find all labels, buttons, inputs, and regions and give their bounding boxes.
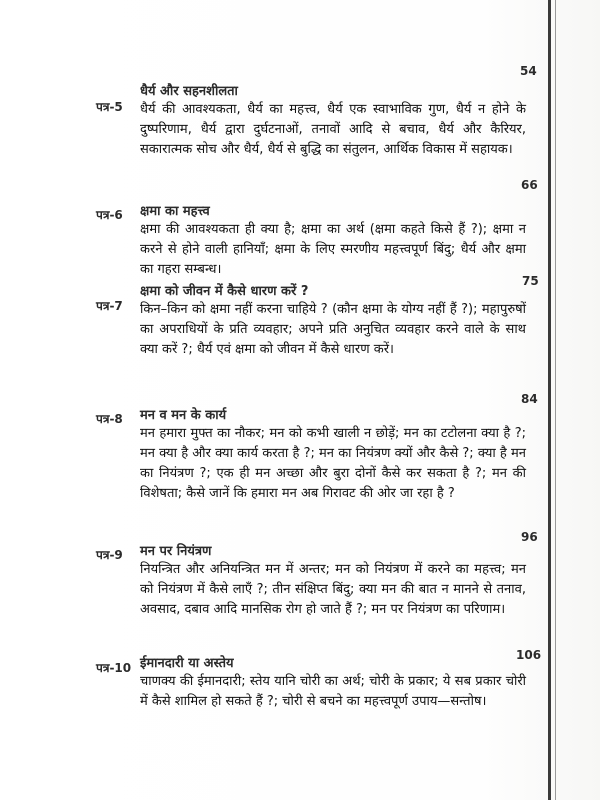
letter-number: पत्र-5: [96, 100, 123, 114]
page-number: 106: [516, 648, 542, 662]
entry-description: मन हमारा मुफ्त का नौकर; मन को कभी खाली न छोड़ें; मन का टटोलना क्या है ?; मन क्या है और क्या कार्य करता है ?; मन का नियंत्रण क्यों और कैसे ?; क्या है मन का नियंत्रण ?; एक ही मन अच्छा और बुरा दोनों कैसे कर सकता है ?; मन की विशेषता; कैसे जानें कि हमारा मन अब गिरावट की ओर जा रहा है ?: [140, 426, 526, 501]
letter-number: पत्र-9: [96, 548, 123, 562]
letter-number: पत्र-8: [96, 412, 123, 426]
entry-title: मन व मन के कार्य: [140, 408, 227, 423]
margin-rule-thin: [555, 0, 556, 800]
entry-title: धैर्य और सहनशीलता: [140, 84, 238, 99]
page-number: 75: [522, 274, 539, 288]
entry-title: क्षमा का महत्त्व: [140, 204, 210, 219]
page-number: 54: [520, 64, 537, 78]
letter-number: पत्र-7: [96, 299, 123, 313]
page-number: 66: [521, 178, 538, 192]
entry-title: ईमानदारी या अस्तेय: [140, 656, 234, 671]
entry-description: नियन्त्रित और अनियन्त्रित मन में अन्तर; मन को नियंत्रण में करने का महत्त्व; मन को नियंत्रण में कैसे लाएँ ?; तीन संक्षिप्त बिंदु; क्या मन की बात न मानने से तनाव, अवसाद, दबाव आदि मानसिक रोग हो जाते हैं ?; मन पर नियंत्रण का परिणाम।: [140, 562, 526, 617]
page-number: 84: [521, 392, 538, 406]
entry-description: चाणक्य की ईमानदारी; स्तेय यानि चोरी का अर्थ; चोरी के प्रकार; ये सब प्रकार चोरी में कैसे शामिल हो सकते हैं ?; चोरी से बचने का महत्त्वपूर्ण उपाय—सन्तोष।: [140, 674, 526, 709]
margin-rule: [548, 0, 551, 800]
entry-description: क्षमा की आवश्यकता ही क्या है; क्षमा का अर्थ (क्षमा कहते किसे हैं ?); क्षमा न करने से होने वाली हानियाँ; क्षमा के लिए स्मरणीय महत्त्वपूर्ण बिंदु; धैर्य और क्षमा का गहरा सम्बन्ध।: [140, 222, 526, 277]
entry-title: मन पर नियंत्रण: [140, 544, 212, 559]
letter-number: पत्र-10: [96, 661, 132, 675]
letter-number: पत्र-6: [96, 208, 123, 222]
page-number: 96: [521, 530, 538, 544]
entry-description: धैर्य की आवश्यकता, धैर्य का महत्त्व, धैर्य एक स्वाभाविक गुण, धैर्य न होने के दुष्परिणाम, धैर्य द्वारा दुर्घटनाओं, तनावों आदि से बचाव, धैर्य और कैरियर, सकारात्मक सोच और धैर्य, धैर्य से बुद्धि का संतुलन, आर्थिक विकास में सहायक।: [140, 102, 526, 157]
entry-title: क्षमा को जीवन में कैसे धारण करें ?: [140, 284, 309, 299]
entry-description: किन–किन को क्षमा नहीं करना चाहिये ? (कौन क्षमा के योग्य नहीं हैं ?); महापुरुषों का अपराधियों के प्रति व्यवहार; अपने प्रति अनुचित व्यवहार करने वाले के साथ क्या करें ?; धैर्य एवं क्षमा को जीवन में कैसे धारण करें।: [140, 302, 526, 357]
